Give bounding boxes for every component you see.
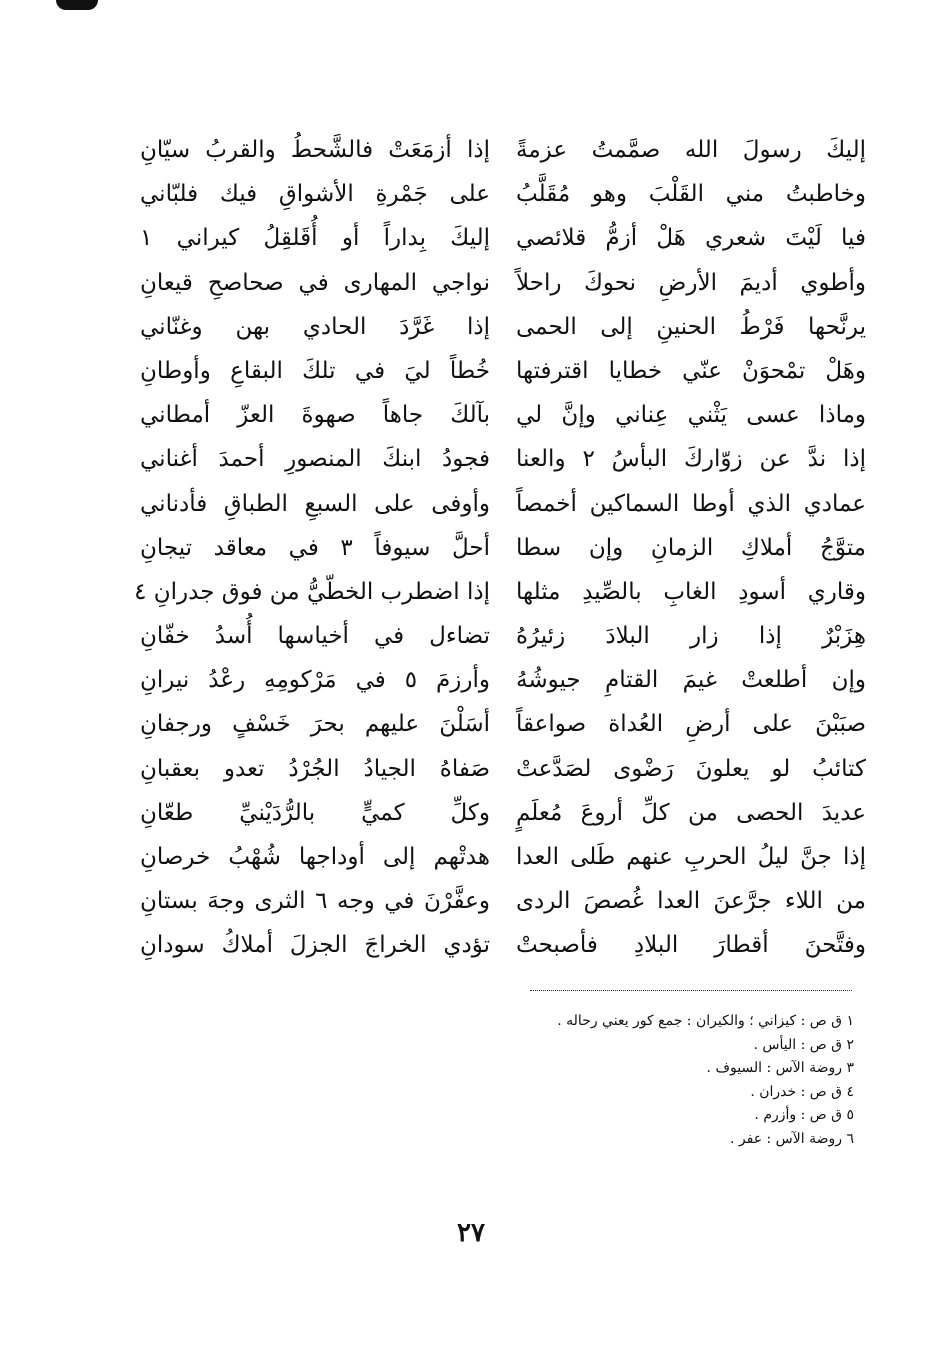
verse-line: على جَمْرةِ الأشواقِ فيك فلبّاني bbox=[140, 181, 490, 208]
footnotes bbox=[334, 1010, 854, 1151]
ink-blot bbox=[56, 0, 98, 10]
footnote-item: ٦ روضة الآس : عفر . bbox=[730, 1130, 854, 1147]
verse-line: وماذا عسى يَثْني عِناني وإنَّ لي bbox=[516, 402, 866, 429]
footnote-item: ١ ق ص : كيزاني ؛ والكيران : جمع كور يعني رحاله . bbox=[557, 1013, 854, 1029]
footnote-item: ٣ روضة الآس : السيوف . bbox=[706, 1060, 854, 1076]
footnote-item: ٤ ق ص : خدران . bbox=[750, 1083, 854, 1100]
verse-line: أحلَّ سيوفاً ٣ في معاقد تيجانِ bbox=[140, 534, 490, 561]
verse-line: بآلكَ جاهاً صهوةَ العزّ أمطاني bbox=[140, 402, 490, 429]
verse-line: يرنَّحها فَرْطُ الحنينِ إلى الحمى bbox=[516, 313, 866, 340]
verse-line: إليكَ بِداراً أو أُقَلقِلُ كيراني ١ bbox=[140, 225, 490, 252]
verse-line: صبَبْنَ على أرضِ العُداة صواعقاً bbox=[516, 711, 866, 738]
verse-line: فجودُ ابنكَ المنصورِ أحمدَ أغناني bbox=[140, 446, 490, 473]
verse-line: وعفَّرْنَ في وجه ٦ الثرى وجهَ بستانِ bbox=[140, 888, 490, 915]
verse-line: أسَلْنَ عليهم بحرَ خَسْفٍ ورجفانِ bbox=[140, 711, 490, 738]
verse-line: تضاءل في أخياسها أُسدُ خفّانِ bbox=[140, 623, 490, 650]
verse-line: وأطوي أديمَ الأرضِ نحوكَ راحلاً bbox=[516, 269, 866, 296]
verse-line: وقاري أسودِ الغابِ بالصِّيدِ مثلها bbox=[516, 578, 866, 605]
poem-column-right bbox=[516, 128, 866, 968]
poem-body bbox=[134, 128, 866, 968]
verse-line: وكلِّ كميٍّ بالرُّدَيْنيِّ طعّانِ bbox=[140, 799, 490, 826]
verse-line: إذا اضطرب الخطّيُّ من فوق جدرانِ ٤ bbox=[134, 578, 490, 605]
verse-line: فيا لَيْتَ شعري هَلْ أزمُّ قلائصي bbox=[516, 225, 866, 252]
verse-line: هِزَبْرٌ إذا زار البلادَ زئيرُهُ bbox=[516, 623, 866, 650]
verse-line: نواجي المهارى في صحاصحِ قيعانِ bbox=[140, 269, 490, 296]
verse-line: صَفاهُ الجيادُ الجُرْدُ تعدو بعقبانِ bbox=[140, 755, 490, 782]
verse-line: عديدَ الحصى من كلِّ أروعَ مُعلَمٍ bbox=[516, 799, 866, 826]
page-number: ٢٧ bbox=[457, 1218, 485, 1248]
verse-line: من اللاء جرَّعنَ العدا غُصصَ الردى bbox=[516, 888, 866, 915]
verse-line: متوَّجُ أملاكِ الزمانِ وإن سطا bbox=[516, 534, 866, 561]
footnote-item: ٢ ق ص : اليأس . bbox=[753, 1036, 854, 1053]
verse-line: كتائبُ لو يعلونَ رَضْوى لصَدَّعتْ bbox=[516, 755, 866, 782]
footnote-item: ٥ ق ص : وأزرم . bbox=[754, 1107, 854, 1123]
verse-line: وفتَّحنَ أقطارَ البلادِ فأصبحتْ bbox=[516, 932, 866, 959]
verse-line: تؤدي الخراجَ الجزلَ أملاكُ سودانِ bbox=[140, 932, 490, 959]
verse-line: إذا أزمَعَتْ فالشَّحطُ والقربُ سيّانِ bbox=[140, 137, 490, 163]
verse-line: وأرزمَ ٥ في مَرْكومِهِ رعْدُ نيرانِ bbox=[140, 667, 490, 694]
poem-column-left bbox=[134, 128, 490, 968]
verse-line: إليكَ رسولَ الله صمَّمتُ عزمةً bbox=[516, 137, 866, 163]
verse-line: خُطاً ليَ في تلكَ البقاعِ وأوطانِ bbox=[140, 357, 490, 384]
verse-line: إذا جنَّ ليلُ الحربِ عنهم طَلى العدا bbox=[516, 844, 866, 870]
footnote-separator bbox=[530, 990, 852, 991]
verse-line: وأوفى على السبعِ الطباقِ فأدناني bbox=[140, 490, 490, 517]
verse-line: وخاطبتُ مني القَلْبَ وهو مُقَلَّبُ bbox=[516, 181, 866, 208]
verse-line: وإن أطلعتْ غيمَ القتامِ جيوشُهُ bbox=[516, 667, 866, 694]
verse-line: هدتْهم إلى أوداجها شُهْبُ خرصانِ bbox=[140, 844, 490, 870]
verse-line: إذا ندَّ عن زوّاركَ البأسُ ٢ والعنا bbox=[516, 446, 866, 473]
verse-line: إذا غَرَّدَ الحادي بهن وغنّاني bbox=[140, 313, 490, 340]
verse-line: وهَلْ تمْحوَنْ عنّي خطايا اقترفتها bbox=[516, 357, 866, 384]
verse-line: عمادي الذي أوطا السماكين أخمصاً bbox=[516, 490, 866, 517]
